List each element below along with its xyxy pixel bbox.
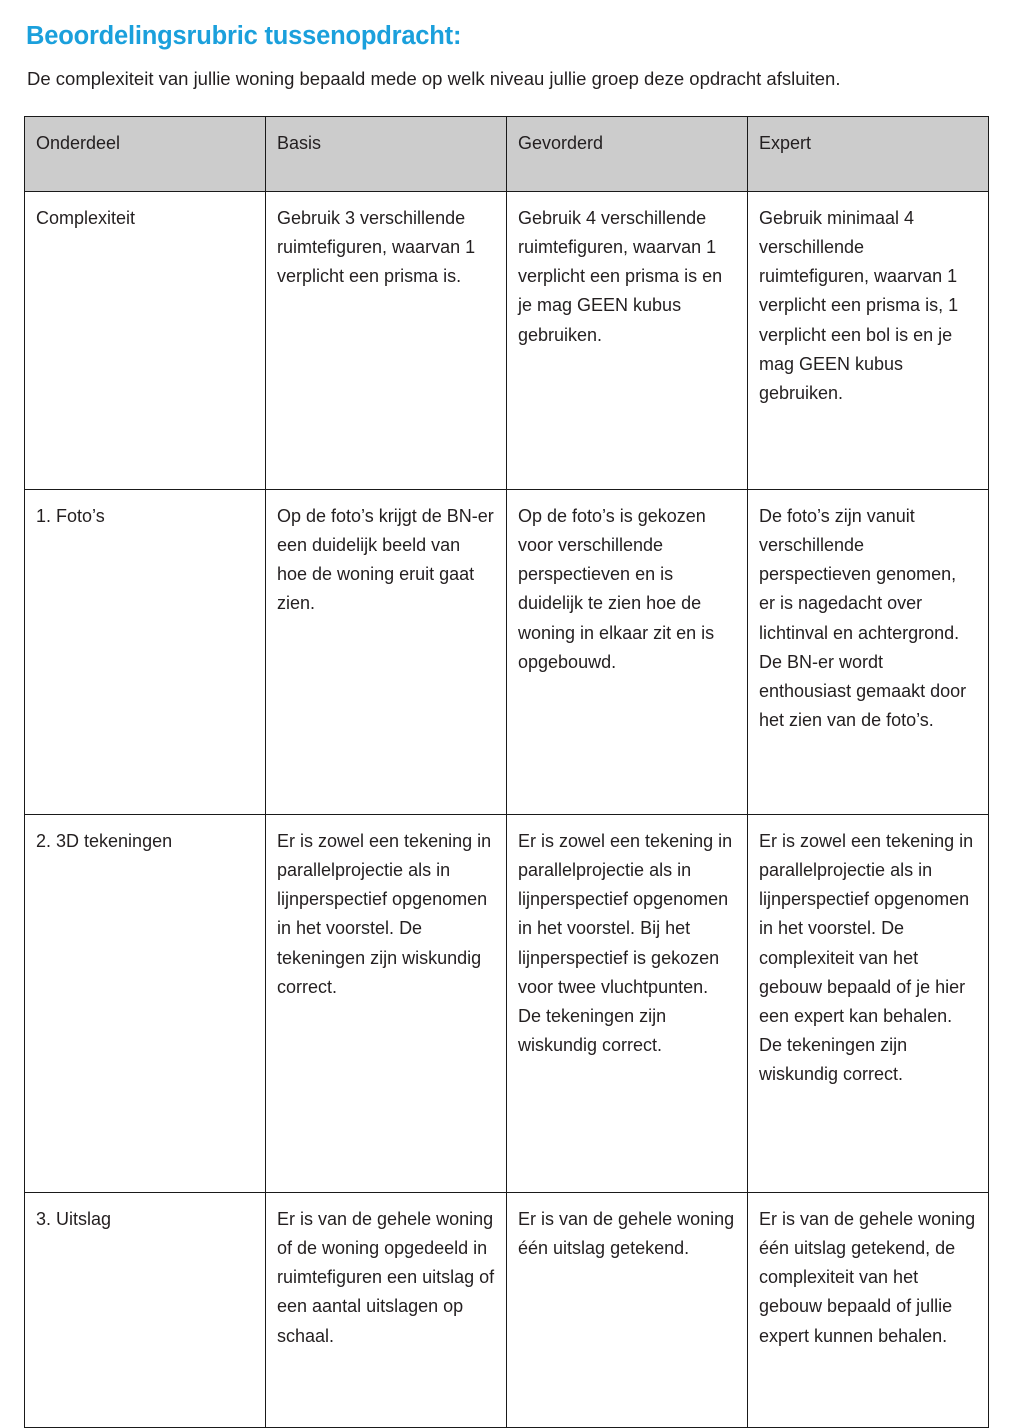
cell-gevorderd bbox=[507, 192, 748, 490]
cell-expert bbox=[748, 490, 989, 815]
cell-text: Er is van de gehele woning of de woning opgedeeld in ruimtefiguren een uitslag of een aantal uitslagen op schaal. bbox=[277, 1209, 495, 1346]
table-row bbox=[25, 490, 989, 815]
cell-text: 2. 3D tekeningen bbox=[36, 831, 173, 851]
table-row bbox=[25, 1193, 989, 1428]
cell-text: 3. Uitslag bbox=[36, 1209, 112, 1229]
cell-onderdeel bbox=[25, 1193, 266, 1428]
cell-text: De foto’s zijn vanuit verschillende perspectieven genomen, er is nagedacht over lichtinval en achtergrond. De BN-er wordt enthousiast gemaakt door het zien van de foto’s. bbox=[759, 506, 967, 731]
page-subtitle: De complexiteit van jullie woning bepaald mede op welk niveau jullie groep deze opdracht afsluiten. bbox=[27, 68, 841, 89]
cell-basis bbox=[266, 815, 507, 1193]
cell-gevorderd bbox=[507, 1193, 748, 1428]
cell-text: Er is van de gehele woning één uitslag getekend, de complexiteit van het gebouw bepaald of jullie expert kunnen behalen. bbox=[759, 1209, 976, 1346]
cell-basis bbox=[266, 490, 507, 815]
page-title: Beoordelingsrubric tussenopdracht: bbox=[26, 22, 462, 50]
cell-text: Op de foto’s is gekozen voor verschillende perspectieven en is duidelijk te zien hoe de woning in elkaar zit en is opgebouwd. bbox=[518, 506, 715, 672]
cell-gevorderd bbox=[507, 815, 748, 1193]
cell-text: Er is zowel een tekening in parallelprojectie als in lijnperspectief opgenomen in het voorstel. Bij het lijnperspectief is gekozen voor twee vluchtpunten. De tekeningen zijn wiskundig correct. bbox=[518, 831, 733, 1056]
cell-gevorderd bbox=[507, 490, 748, 815]
cell-expert bbox=[748, 815, 989, 1193]
cell-basis bbox=[266, 1193, 507, 1428]
cell-onderdeel bbox=[25, 192, 266, 490]
cell-text: Gebruik 4 verschillende ruimtefiguren, waarvan 1 verplicht een prisma is en je mag GEEN kubus gebruiken. bbox=[518, 208, 723, 345]
table-row bbox=[25, 815, 989, 1193]
cell-text: Complexiteit bbox=[36, 208, 136, 228]
cell-onderdeel bbox=[25, 490, 266, 815]
column-header-onderdeel: Onderdeel bbox=[25, 117, 266, 192]
table-header-row bbox=[25, 117, 989, 192]
cell-text: 1. Foto’s bbox=[36, 506, 105, 526]
cell-basis bbox=[266, 192, 507, 490]
table-row bbox=[25, 192, 989, 490]
cell-text: Er is zowel een tekening in parallelprojectie als in lijnperspectief opgenomen in het voorstel. De tekeningen zijn wiskundig correct. bbox=[277, 831, 492, 997]
cell-text: Gebruik minimaal 4 verschillende ruimtefiguren, waarvan 1 verplicht een prisma is, 1 verplicht een bol is en je mag GEEN kubus gebruiken. bbox=[759, 208, 959, 403]
column-header-expert: Expert bbox=[748, 117, 989, 192]
column-header-basis: Basis bbox=[266, 117, 507, 192]
cell-expert bbox=[748, 192, 989, 490]
cell-text: Er is van de gehele woning één uitslag getekend. bbox=[518, 1209, 735, 1259]
cell-text: Er is zowel een tekening in parallelprojectie als in lijnperspectief opgenomen in het voorstel. De complexiteit van het gebouw bepaald of je hier een expert kan behalen. De tekeningen zijn wiskundig correct. bbox=[759, 831, 974, 1085]
cell-onderdeel bbox=[25, 815, 266, 1193]
cell-expert bbox=[748, 1193, 989, 1428]
rubric-table bbox=[24, 116, 989, 1428]
cell-text: Gebruik 3 verschillende ruimtefiguren, waarvan 1 verplicht een prisma is. bbox=[277, 208, 476, 287]
cell-text: Op de foto’s krijgt de BN-er een duidelijk beeld van hoe de woning eruit gaat zien. bbox=[277, 506, 494, 614]
column-header-gevorderd: Gevorderd bbox=[507, 117, 748, 192]
